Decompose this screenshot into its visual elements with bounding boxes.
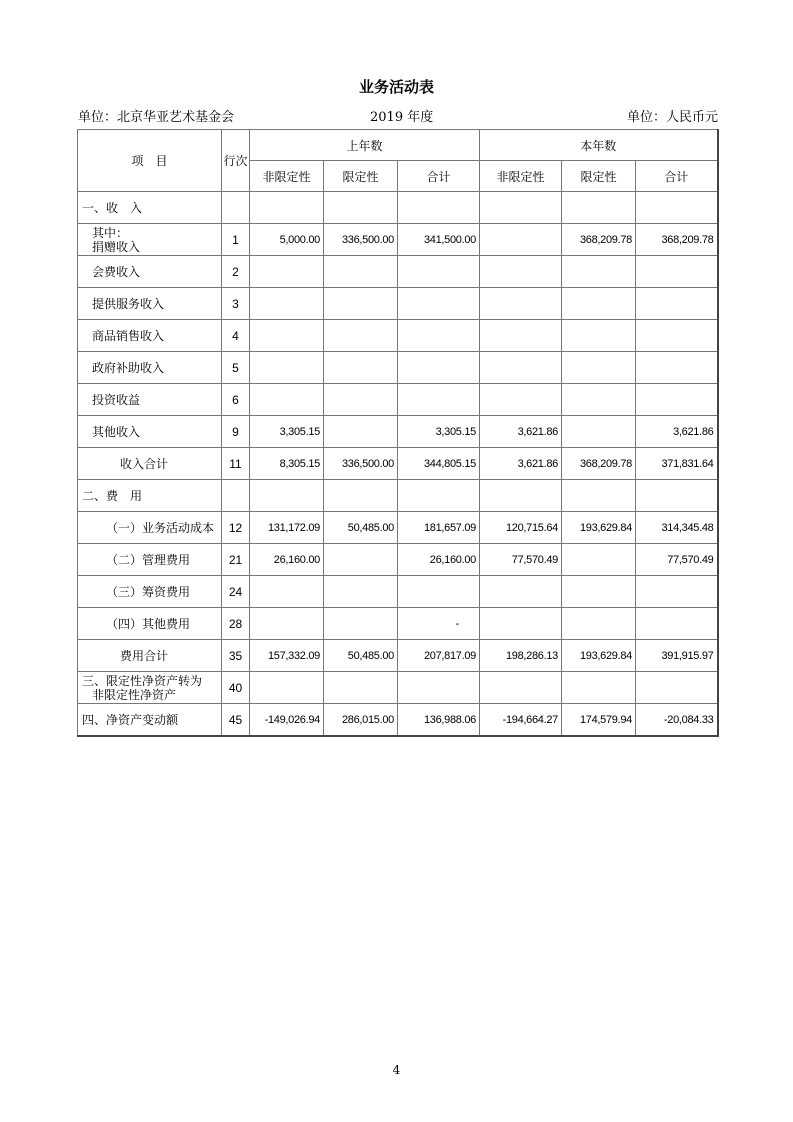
cell-prev-unrestricted xyxy=(250,320,324,352)
cell-prev-restricted: 50,485.00 xyxy=(324,512,398,544)
cell-prev-total: 181,657.09 xyxy=(398,512,480,544)
row-item-label: （四）其他费用 xyxy=(78,608,222,640)
currency-unit: 单位：人民币元 xyxy=(626,110,718,125)
cell-curr-unrestricted: 198,286.13 xyxy=(480,640,562,672)
table-row xyxy=(78,224,718,256)
cell-curr-total xyxy=(636,288,718,320)
row-item-label: （三）筹资费用 xyxy=(78,576,222,608)
cell-prev-restricted xyxy=(324,288,398,320)
row-item-label: 提供服务收入 xyxy=(78,288,222,320)
cell-curr-restricted xyxy=(562,576,636,608)
row-item-label: 二、费 用 xyxy=(78,480,222,512)
header-prev-total: 合计 xyxy=(398,161,480,192)
row-line-number xyxy=(222,480,250,512)
cell-prev-restricted: 336,500.00 xyxy=(324,224,398,256)
row-item-label: 政府补助收入 xyxy=(78,352,222,384)
cell-curr-restricted xyxy=(562,320,636,352)
cell-curr-unrestricted xyxy=(480,192,562,224)
row-item-label: 会费收入 xyxy=(78,256,222,288)
table-row xyxy=(78,448,718,480)
row-item-label-line: 三、限定性净资产转为 xyxy=(82,673,203,688)
cell-prev-restricted: 286,015.00 xyxy=(324,704,398,737)
table-row xyxy=(78,384,718,416)
cell-prev-unrestricted xyxy=(250,576,324,608)
cell-prev-unrestricted xyxy=(250,608,324,640)
cell-prev-restricted xyxy=(324,352,398,384)
row-item-label: 投资收益 xyxy=(78,384,222,416)
row-line-number: 21 xyxy=(222,544,250,576)
row-line-number: 1 xyxy=(222,224,250,256)
cell-prev-total: 344,805.15 xyxy=(398,448,480,480)
cell-curr-unrestricted xyxy=(480,672,562,704)
header-prev-year: 上年数 xyxy=(250,130,480,161)
cell-curr-restricted: 174,579.94 xyxy=(562,704,636,737)
table-row xyxy=(78,192,718,224)
row-line-number: 4 xyxy=(222,320,250,352)
cell-curr-total xyxy=(636,384,718,416)
cell-curr-total xyxy=(636,576,718,608)
cell-prev-unrestricted: 8,305.15 xyxy=(250,448,324,480)
cell-curr-restricted: 193,629.84 xyxy=(562,512,636,544)
cell-curr-restricted: 368,209.78 xyxy=(562,448,636,480)
cell-prev-restricted xyxy=(324,192,398,224)
cell-prev-restricted xyxy=(324,544,398,576)
cell-prev-unrestricted xyxy=(250,352,324,384)
row-item-label: （二）管理费用 xyxy=(78,544,222,576)
cell-curr-restricted xyxy=(562,352,636,384)
organization-unit: 单位：北京华亚艺术基金会 xyxy=(78,110,235,125)
row-line-number: 24 xyxy=(222,576,250,608)
cell-curr-total xyxy=(636,192,718,224)
row-item-label-line: 非限定性净资产 xyxy=(92,687,177,702)
cell-prev-unrestricted: 5,000.00 xyxy=(250,224,324,256)
cell-prev-unrestricted: 3,305.15 xyxy=(250,416,324,448)
table-row xyxy=(78,672,718,704)
cell-prev-total: 26,160.00 xyxy=(398,544,480,576)
row-item-label: 费用合计 xyxy=(78,640,222,672)
cell-prev-restricted xyxy=(324,384,398,416)
cell-curr-total: -20,084.33 xyxy=(636,704,718,737)
cell-prev-unrestricted: 157,332.09 xyxy=(250,640,324,672)
cell-curr-restricted: 193,629.84 xyxy=(562,640,636,672)
cell-curr-unrestricted xyxy=(480,288,562,320)
row-line-number: 35 xyxy=(222,640,250,672)
table-row xyxy=(78,320,718,352)
row-line-number: 40 xyxy=(222,672,250,704)
row-item-label: （一）业务活动成本 xyxy=(78,512,222,544)
cell-curr-total xyxy=(636,256,718,288)
cell-curr-restricted xyxy=(562,256,636,288)
cell-curr-restricted: 368,209.78 xyxy=(562,224,636,256)
cell-curr-unrestricted xyxy=(480,256,562,288)
row-line-number: 3 xyxy=(222,288,250,320)
cell-curr-restricted xyxy=(562,608,636,640)
cell-curr-total: 314,345.48 xyxy=(636,512,718,544)
cell-curr-total xyxy=(636,352,718,384)
cell-curr-unrestricted xyxy=(480,608,562,640)
cell-prev-unrestricted xyxy=(250,192,324,224)
table-row xyxy=(78,416,718,448)
cell-curr-restricted xyxy=(562,384,636,416)
cell-curr-restricted xyxy=(562,416,636,448)
row-item-label: 一、收 入 xyxy=(78,192,222,224)
cell-prev-unrestricted xyxy=(250,480,324,512)
cell-prev-restricted xyxy=(324,608,398,640)
table-row xyxy=(78,288,718,320)
cell-curr-total: 77,570.49 xyxy=(636,544,718,576)
cell-curr-restricted xyxy=(562,544,636,576)
table-row xyxy=(78,704,718,737)
row-line-number: 6 xyxy=(222,384,250,416)
cell-curr-total: 368,209.78 xyxy=(636,224,718,256)
table-row xyxy=(78,576,718,608)
cell-prev-total xyxy=(398,384,480,416)
cell-curr-total xyxy=(636,320,718,352)
header-curr-total: 合计 xyxy=(636,161,718,192)
cell-prev-total xyxy=(398,256,480,288)
table-row xyxy=(78,256,718,288)
header-prev-restricted: 限定性 xyxy=(324,161,398,192)
report-title: 业务活动表 xyxy=(358,78,434,96)
activity-statement-table xyxy=(77,129,719,737)
cell-prev-restricted xyxy=(324,256,398,288)
cell-prev-total xyxy=(398,576,480,608)
table-row xyxy=(78,608,718,640)
row-line-number xyxy=(222,192,250,224)
row-line-number: 45 xyxy=(222,704,250,737)
page-number: 4 xyxy=(392,1063,401,1077)
cell-prev-restricted xyxy=(324,320,398,352)
row-line-number: 11 xyxy=(222,448,250,480)
cell-prev-unrestricted xyxy=(250,672,324,704)
cell-curr-unrestricted xyxy=(480,480,562,512)
cell-curr-unrestricted xyxy=(480,384,562,416)
cell-curr-total: 371,831.64 xyxy=(636,448,718,480)
cell-prev-unrestricted xyxy=(250,256,324,288)
cell-curr-unrestricted: -194,664.27 xyxy=(480,704,562,737)
report-subheader xyxy=(78,106,718,124)
cell-prev-restricted: 336,500.00 xyxy=(324,448,398,480)
cell-prev-total: - xyxy=(398,608,480,640)
cell-prev-total xyxy=(398,192,480,224)
cell-prev-unrestricted: 26,160.00 xyxy=(250,544,324,576)
row-line-number: 9 xyxy=(222,416,250,448)
cell-curr-unrestricted: 3,621.86 xyxy=(480,448,562,480)
cell-curr-total: 3,621.86 xyxy=(636,416,718,448)
row-line-number: 2 xyxy=(222,256,250,288)
cell-prev-restricted xyxy=(324,416,398,448)
cell-curr-unrestricted xyxy=(480,352,562,384)
table-row xyxy=(78,512,718,544)
row-item-label xyxy=(78,224,222,256)
cell-prev-unrestricted xyxy=(250,288,324,320)
cell-curr-restricted xyxy=(562,480,636,512)
header-line: 行次 xyxy=(222,130,250,192)
header-curr-unrestricted: 非限定性 xyxy=(480,161,562,192)
cell-prev-total xyxy=(398,672,480,704)
row-item-label: 四、净资产变动额 xyxy=(78,704,222,737)
cell-curr-unrestricted: 77,570.49 xyxy=(480,544,562,576)
cell-prev-total: 341,500.00 xyxy=(398,224,480,256)
report-year: 2019 年度 xyxy=(370,110,434,125)
cell-prev-restricted xyxy=(324,480,398,512)
row-line-number: 28 xyxy=(222,608,250,640)
cell-curr-restricted xyxy=(562,288,636,320)
cell-curr-restricted xyxy=(562,672,636,704)
table-row xyxy=(78,640,718,672)
cell-curr-total: 391,915.97 xyxy=(636,640,718,672)
cell-curr-unrestricted xyxy=(480,320,562,352)
row-item-label: 其他收入 xyxy=(78,416,222,448)
cell-curr-unrestricted: 3,621.86 xyxy=(480,416,562,448)
header-row-1 xyxy=(78,130,718,161)
table-row xyxy=(78,480,718,512)
cell-curr-unrestricted xyxy=(480,576,562,608)
header-item: 项 目 xyxy=(78,130,222,192)
cell-prev-total xyxy=(398,352,480,384)
cell-curr-unrestricted xyxy=(480,224,562,256)
cell-curr-total xyxy=(636,608,718,640)
cell-prev-restricted xyxy=(324,576,398,608)
cell-prev-total: 207,817.09 xyxy=(398,640,480,672)
cell-prev-unrestricted: -149,026.94 xyxy=(250,704,324,737)
row-item-label xyxy=(78,672,222,704)
cell-prev-total: 136,988.06 xyxy=(398,704,480,737)
cell-curr-total xyxy=(636,672,718,704)
header-curr-year: 本年数 xyxy=(480,130,718,161)
header-prev-unrestricted: 非限定性 xyxy=(250,161,324,192)
cell-prev-unrestricted: 131,172.09 xyxy=(250,512,324,544)
cell-prev-total xyxy=(398,480,480,512)
table-row xyxy=(78,352,718,384)
row-line-number: 5 xyxy=(222,352,250,384)
cell-prev-total: 3,305.15 xyxy=(398,416,480,448)
cell-curr-total xyxy=(636,480,718,512)
cell-prev-restricted: 50,485.00 xyxy=(324,640,398,672)
row-item-label: 商品销售收入 xyxy=(78,320,222,352)
cell-prev-unrestricted xyxy=(250,384,324,416)
row-item-label-line: 捐赠收入 xyxy=(92,239,141,254)
cell-prev-restricted xyxy=(324,672,398,704)
table-row xyxy=(78,544,718,576)
row-line-number: 12 xyxy=(222,512,250,544)
row-item-label-line: 其中： xyxy=(92,225,129,240)
cell-curr-restricted xyxy=(562,192,636,224)
row-item-label: 收入合计 xyxy=(78,448,222,480)
header-curr-restricted: 限定性 xyxy=(562,161,636,192)
cell-prev-total xyxy=(398,320,480,352)
cell-prev-total xyxy=(398,288,480,320)
cell-curr-unrestricted: 120,715.64 xyxy=(480,512,562,544)
